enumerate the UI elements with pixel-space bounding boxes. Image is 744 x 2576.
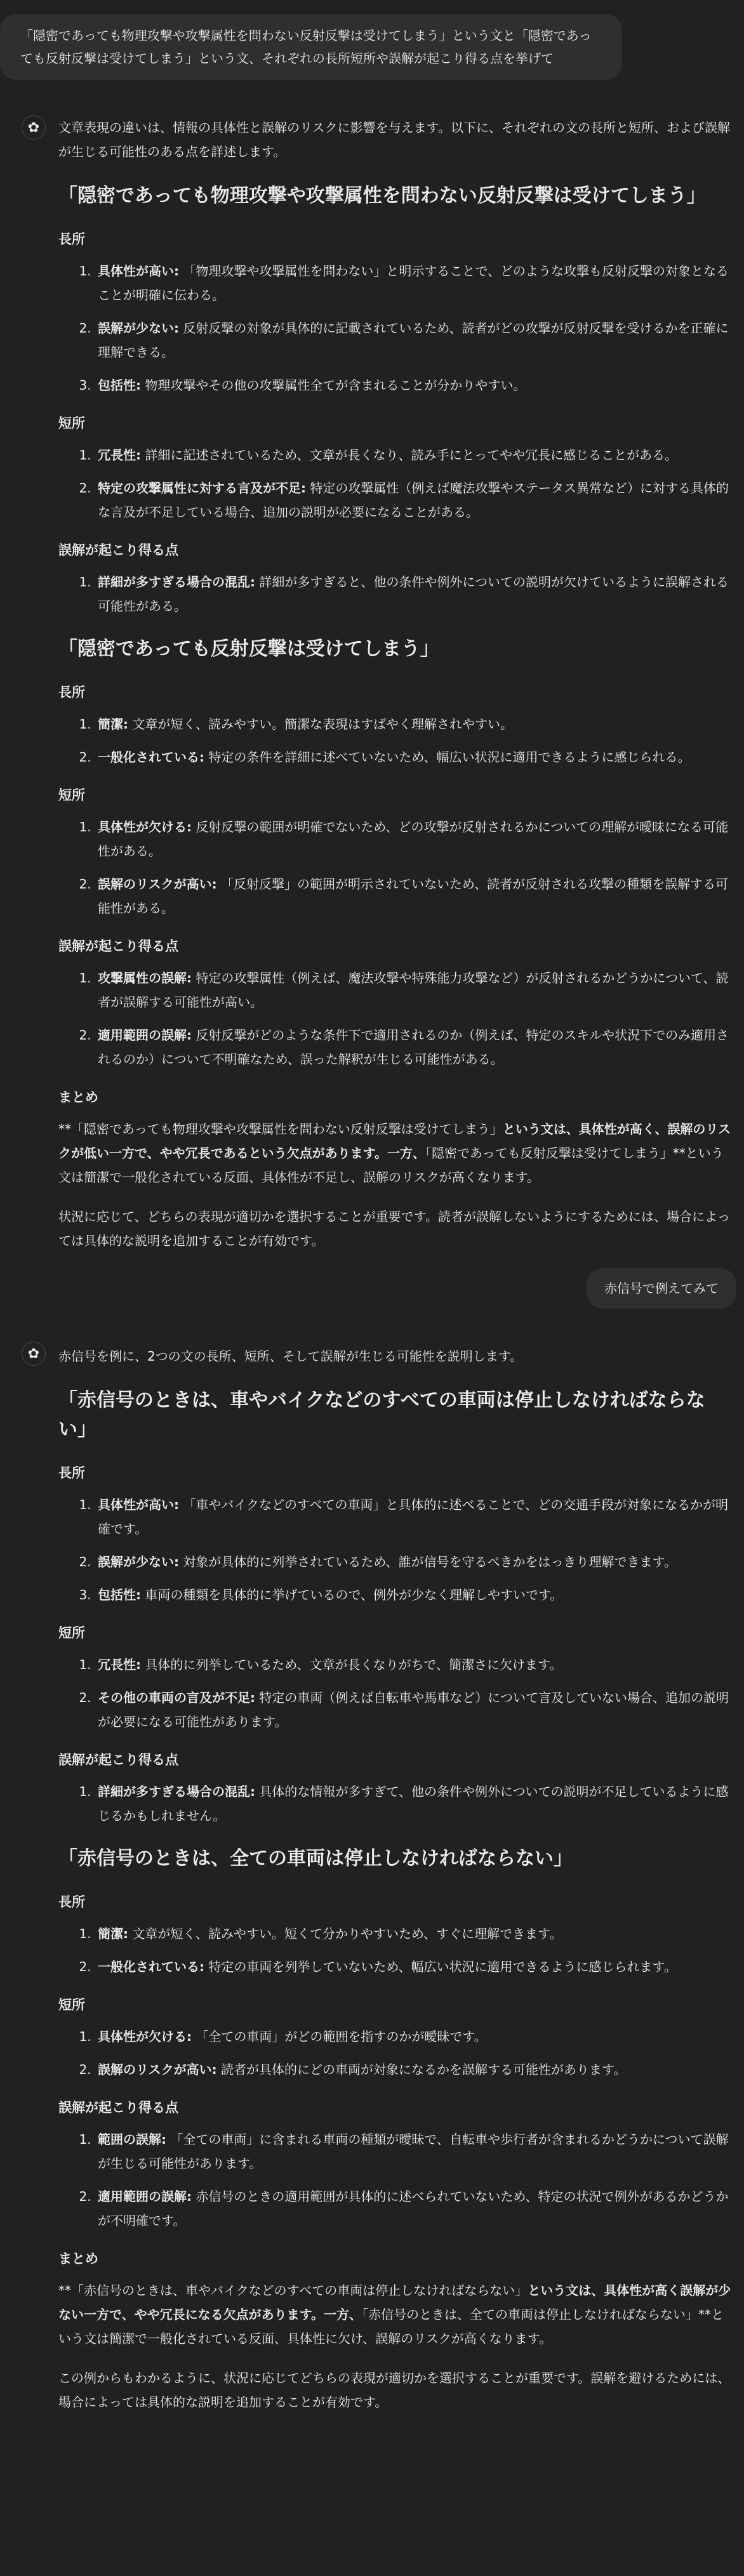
list-item-text: 「物理攻撃や攻撃属性を問わない」と明示することで、どのような攻撃も反射反撃の対象となることが明確に伝わる。 xyxy=(98,263,729,303)
cons-heading: 短所 xyxy=(58,416,85,431)
list-item-text: 特定の条件を詳細に述べていないため、幅広い状況に適用できるように感じられる。 xyxy=(204,750,691,765)
summary-paragraph xyxy=(58,1117,731,1189)
assistant-message xyxy=(0,116,744,1253)
section-short-sentence xyxy=(58,635,731,1071)
section-short-sentence xyxy=(58,1844,731,2233)
user-message-bubble: 赤信号で例えてみて xyxy=(587,1268,736,1309)
misunderstanding-heading: 誤解が起こり得る点 xyxy=(58,2100,178,2115)
chat-thread xyxy=(0,14,744,2414)
list-item-label: 誤解のリスクが高い: xyxy=(98,2062,217,2077)
summary-segment: **「赤信号のときは、車やバイクなどのすべての車両は停止しなければならない」 xyxy=(58,2283,528,2298)
cons-heading: 短所 xyxy=(58,1997,85,2012)
list-item-text: 読者が具体的にどの車両が対象になるかを誤解する可能性があります。 xyxy=(216,2062,627,2077)
list-item-label: 簡潔: xyxy=(98,1926,128,1941)
list-item-label: 冗長性: xyxy=(98,1657,141,1672)
cons-list xyxy=(58,2024,731,2082)
list-item-label: 一般化されている: xyxy=(98,750,204,765)
list-item-text: 反射反撃の範囲が明確でないため、どの攻撃が反射されるかについての理解が曖昧になる可能性がある。 xyxy=(98,819,729,859)
list-item xyxy=(95,2024,731,2049)
list-item-label: 包括性: xyxy=(98,1587,141,1602)
list-item-text: 「反射反撃」の範囲が明示されていないため、読者が反射される攻撃の種類を誤解する可能性がある。 xyxy=(98,876,729,916)
list-item xyxy=(95,1780,731,1828)
summary-segment: 「赤信号のときは、全ての車両は停止しなければならない」**という文は簡潔で一般化されている反面、具体性に欠け、誤解のリスクが高くなります。 xyxy=(58,2307,724,2346)
misunderstanding-heading: 誤解が起こり得る点 xyxy=(58,939,178,954)
list-item-label: 誤解が少ない: xyxy=(98,1554,179,1569)
list-item-label: 冗長性: xyxy=(98,447,141,463)
mis-list xyxy=(58,2127,731,2233)
list-item xyxy=(95,872,731,920)
pros-list xyxy=(58,712,731,769)
list-item-label: 誤解が少ない: xyxy=(98,320,179,336)
list-item-label: 適用範囲の誤解: xyxy=(98,1027,192,1043)
list-item-label: 適用範囲の誤解: xyxy=(98,2189,192,2204)
list-item-label: 詳細が多すぎる場合の混乱: xyxy=(98,1784,255,1799)
list-item xyxy=(95,815,731,863)
user-message xyxy=(0,1268,736,1309)
assistant-message xyxy=(0,1344,744,2414)
list-item-label: 包括性: xyxy=(98,378,141,393)
mis-list xyxy=(58,1780,731,1828)
pros-list xyxy=(58,1922,731,1979)
pros-heading: 長所 xyxy=(58,1465,85,1481)
list-item-label: 攻撃属性の誤解: xyxy=(98,970,192,986)
list-item xyxy=(95,966,731,1014)
summary-segment: という文は、具体性が高く、誤解のリスクが低い一方で、やや冗長であるという欠点があります。一方、 xyxy=(58,1121,731,1161)
summary-segment: 「隠密であっても反射反撃は受けてしまう」**という文は簡潔で一般化されている反面、具体性が不足し、誤解のリスクが高くなります。 xyxy=(58,1146,724,1185)
list-item-label: 特定の攻撃属性に対する言及が不足: xyxy=(98,480,306,496)
summary-paragraph xyxy=(58,2278,731,2351)
summary-heading: まとめ xyxy=(58,2251,98,2266)
summary-heading: まとめ xyxy=(58,1090,98,1105)
list-item-text: 対象が具体的に列挙されているため、誰が信号を守るべきかをはっきり理解できます。 xyxy=(179,1554,677,1569)
list-item-label: 具体性が欠ける: xyxy=(98,819,192,835)
list-item xyxy=(95,1550,731,1574)
misunderstanding-heading: 誤解が起こり得る点 xyxy=(58,1752,178,1767)
list-item-text: 文章が短く、読みやすい。短くて分かりやすいため、すぐに理解できます。 xyxy=(128,1926,562,1941)
list-item xyxy=(95,1955,731,1979)
list-item-text: 「車やバイクなどのすべての車両」と具体的に述べることで、どの交通手段が対象になるかが明確です。 xyxy=(98,1497,729,1536)
list-item-text: 「全ての車両」に含まれる車両の種類が曖昧で、自転車や歩行者が含まれるかどうかについて誤解が生じる可能性があります。 xyxy=(98,2132,729,2171)
mis-list xyxy=(58,966,731,1071)
answer-intro: 文章表現の違いは、情報の具体性と誤解のリスクに影響を与えます。以下に、それぞれの文の長所と短所、および誤解が生じる可能性のある点を詳述します。 xyxy=(58,120,730,159)
list-item xyxy=(95,259,731,307)
cons-heading: 短所 xyxy=(58,1625,85,1641)
list-item-label: 具体性が高い: xyxy=(98,263,179,279)
list-item-text: 物理攻撃やその他の攻撃属性全てが含まれることが分かりやすい。 xyxy=(141,378,526,393)
pros-list xyxy=(58,1493,731,1607)
list-item xyxy=(95,2057,731,2082)
list-item-text: 特定の車両（例えば自転車や馬車など）について言及していない場合、追加の説明が必要になる可能性があります。 xyxy=(98,1690,729,1729)
list-item-label: 一般化されている: xyxy=(98,1959,204,1974)
list-item xyxy=(95,1686,731,1734)
summary-segment: という文は、具体性が高く誤解が少ない一方で、やや冗長になる欠点があります。一方、 xyxy=(58,2283,731,2322)
list-item-label: 詳細が多すぎる場合の混乱: xyxy=(98,574,255,590)
list-item-text: 詳細が多すぎると、他の条件や例外についての説明が欠けているように誤解される可能性がある。 xyxy=(98,574,729,614)
list-item-text: 反射反撃の対象が具体的に記載されているため、読者がどの攻撃が反射反撃を受けるかを正確に理解できる。 xyxy=(98,320,729,360)
list-item xyxy=(95,745,731,769)
list-item xyxy=(95,373,731,397)
section-title: 「赤信号のときは、車やバイクなどのすべての車両は停止しなければならない」 xyxy=(58,1389,705,1441)
list-item-text: 反射反撃がどのような条件下で適用されるのか（例えば、特定のスキルや状況下でのみ適用されるのか）について不明確なため、誤った解釈が生じる可能性がある。 xyxy=(98,1027,729,1067)
misunderstanding-heading: 誤解が起こり得る点 xyxy=(58,543,178,558)
list-item-text: 具体的な情報が多すぎて、他の条件や例外についての説明が不足しているように感じるかもしれません。 xyxy=(98,1784,729,1823)
pros-heading: 長所 xyxy=(58,232,85,247)
list-item-label: 範囲の誤解: xyxy=(98,2132,166,2147)
list-item-label: 具体性が高い: xyxy=(98,1497,179,1512)
list-item xyxy=(95,1493,731,1541)
list-item xyxy=(95,2127,731,2176)
section-title: 「赤信号のときは、全ての車両は停止しなければならない」 xyxy=(58,1847,573,1870)
cons-list xyxy=(58,815,731,920)
section-detailed-sentence xyxy=(58,182,731,618)
section-title: 「隠密であっても反射反撃は受けてしまう」 xyxy=(58,638,439,660)
list-item xyxy=(95,712,731,736)
openai-logo-icon: ✿ xyxy=(22,116,46,140)
list-item-text: 特定の車両を列挙していないため、幅広い状況に適用できるように感じられます。 xyxy=(204,1959,677,1974)
list-item xyxy=(95,570,731,618)
closing-paragraph: 状況に応じて、どちらの表現が適切かを選択することが重要です。読者が誤解しないようにするためには、場合によっては具体的な説明を追加することが有効です。 xyxy=(58,1209,730,1248)
list-item xyxy=(95,316,731,364)
openai-logo-icon: ✿ xyxy=(22,1342,46,1366)
list-item-label: 簡潔: xyxy=(98,717,128,732)
list-item-text: 車両の種類を具体的に挙げているので、例外が少なく理解しやすいです。 xyxy=(141,1587,563,1602)
cons-heading: 短所 xyxy=(58,788,85,803)
mis-list xyxy=(58,570,731,618)
list-item-text: 詳細に記述されているため、文章が長くなり、読み手にとってやや冗長に感じることがある。 xyxy=(141,447,678,463)
list-item xyxy=(95,1023,731,1071)
list-item-text: 特定の攻撃属性（例えば、魔法攻撃や特殊能力攻撃など）が反射されるかどうかについて、読者が誤解する可能性が高い。 xyxy=(98,970,729,1010)
summary-segment: **「隠密であっても物理攻撃や攻撃属性を問わない反射反撃は受けてしまう」 xyxy=(58,1121,503,1137)
list-item-text: 具体的に列挙しているため、文章が長くなりがちで、簡潔さに欠けます。 xyxy=(141,1657,562,1672)
list-item xyxy=(95,1922,731,1946)
list-item-text: 特定の攻撃属性（例えば魔法攻撃やステータス異常など）に対する具体的な言及が不足している場合、追加の説明が必要になることがある。 xyxy=(98,480,729,520)
list-item-label: その他の車両の言及が不足: xyxy=(98,1690,255,1705)
list-item xyxy=(95,443,731,467)
list-item-text: 文章が短く、読みやすい。簡潔な表現はすばやく理解されやすい。 xyxy=(128,717,513,732)
answer-intro: 赤信号を例に、2つの文の長所、短所、そして誤解が生じる可能性を説明します。 xyxy=(58,1349,523,1364)
list-item xyxy=(95,2184,731,2233)
section-title: 「隠密であっても物理攻撃や攻撃属性を問わない反射反撃は受けてしまう」 xyxy=(58,185,706,207)
list-item-text: 「全ての車両」がどの範囲を指すのかが曖昧です。 xyxy=(192,2029,487,2044)
cons-list xyxy=(58,443,731,524)
list-item xyxy=(95,1583,731,1607)
list-item-text: 赤信号のときの適用範囲が具体的に述べられていないため、特定の状況で例外があるかどうかが不明確です。 xyxy=(98,2189,729,2228)
user-message-bubble: 「隠密であっても物理攻撃や攻撃属性を問わない反射反撃は受けてしまう」という文と「隠密であっても反射反撃は受けてしまう」という文、それぞれの長所短所や誤解が起こり得る点を挙げて xyxy=(0,14,622,80)
list-item-label: 誤解のリスクが高い: xyxy=(98,876,217,892)
pros-heading: 長所 xyxy=(58,1894,85,1910)
section-detailed-sentence xyxy=(58,1386,731,1828)
user-message xyxy=(0,14,622,80)
list-item xyxy=(95,476,731,524)
closing-paragraph: この例からもわかるように、状況に応じてどちらの表現が適切かを選択することが重要です。誤解を避けるためには、場合によっては具体的な説明を追加することが有効です。 xyxy=(58,2370,731,2410)
pros-heading: 長所 xyxy=(58,685,85,700)
cons-list xyxy=(58,1653,731,1734)
list-item-label: 具体性が欠ける: xyxy=(98,2029,192,2044)
list-item xyxy=(95,1653,731,1677)
pros-list xyxy=(58,259,731,397)
